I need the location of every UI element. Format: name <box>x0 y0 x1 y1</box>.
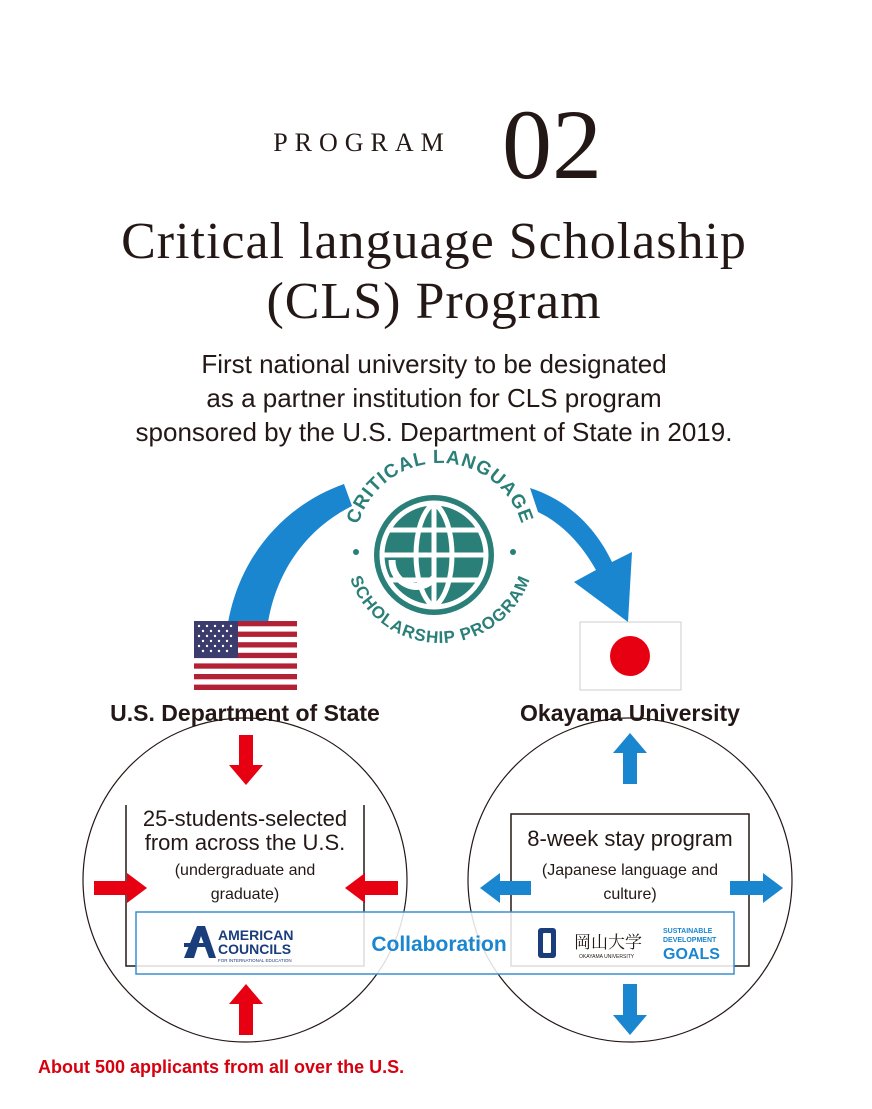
japan-flag-icon <box>580 622 681 690</box>
cls-logo-ring-top: CRITICAL LANGUAGE <box>343 446 537 527</box>
cls-logo <box>343 447 537 647</box>
blue-arrow-right-icon <box>730 873 783 903</box>
cls-logo-ring-bottom: SCHOLARSHIP PROGRAM <box>346 572 534 648</box>
red-arrow-down-icon <box>229 735 263 785</box>
cls-logo-dot-right <box>510 549 516 555</box>
sdgs-logo <box>663 928 720 963</box>
american-councils-line2: COUNCILS <box>218 941 292 957</box>
sdgs-line3: GOALS <box>663 946 720 963</box>
program-number: 02 <box>502 89 602 200</box>
red-arrow-right-icon <box>94 873 147 903</box>
american-councils-line3: FOR INTERNATIONAL EDUCATION <box>218 958 292 963</box>
cls-logo-dot-left <box>353 549 359 555</box>
okayama-university-label: Okayama University <box>520 700 740 726</box>
subtitle-line2: as a partner institution for CLS program <box>206 383 662 413</box>
us-department-label: U.S. Department of State <box>110 700 380 726</box>
page-title-line1: Critical language Scholaship <box>121 213 747 270</box>
sdgs-line2: DEVELOPMENT <box>663 937 717 944</box>
blue-arrow-down-icon <box>613 984 647 1035</box>
subtitle-line1: First national university to be designated <box>201 349 667 379</box>
right-note-line1: (Japanese language and <box>541 862 719 879</box>
okayama-university-en: OKAYAMA UNIVERSITY <box>579 954 635 960</box>
right-note-line2: culture) <box>603 886 657 903</box>
okayama-university-jp: 岡山大学 <box>574 933 642 952</box>
american-councils-line1: AMERICAN <box>218 927 294 943</box>
page-title-line2: (CLS) Program <box>266 273 602 330</box>
blue-arrow-left-icon <box>480 873 531 903</box>
sdgs-line1: SUSTAINABLE <box>663 928 713 935</box>
left-box-line1: 25-students-selected <box>142 806 348 831</box>
applicants-footnote: About 500 applicants from all over the U.S. <box>38 1057 405 1077</box>
left-note-line1: (undergraduate and <box>174 862 316 879</box>
left-note-line2: graduate) <box>210 886 280 903</box>
globe-icon <box>374 495 494 615</box>
subtitle-line3: sponsored by the U.S. Department of State in 2019. <box>135 417 733 447</box>
okayama-university-logo <box>538 928 642 960</box>
us-flag-icon <box>194 621 297 690</box>
right-box-line1: 8-week stay program <box>527 826 733 851</box>
left-box-line2: from across the U.S. <box>144 830 346 855</box>
collaboration-label: Collaboration <box>371 933 507 956</box>
red-arrow-up-icon <box>229 984 263 1035</box>
flow-arrow-left-arc <box>228 484 352 623</box>
flow-arrow-right-arc <box>530 488 632 622</box>
red-arrow-left-icon <box>345 873 398 903</box>
blue-arrow-up-icon <box>613 733 647 784</box>
program-eyebrow: PROGRAM <box>273 128 451 157</box>
